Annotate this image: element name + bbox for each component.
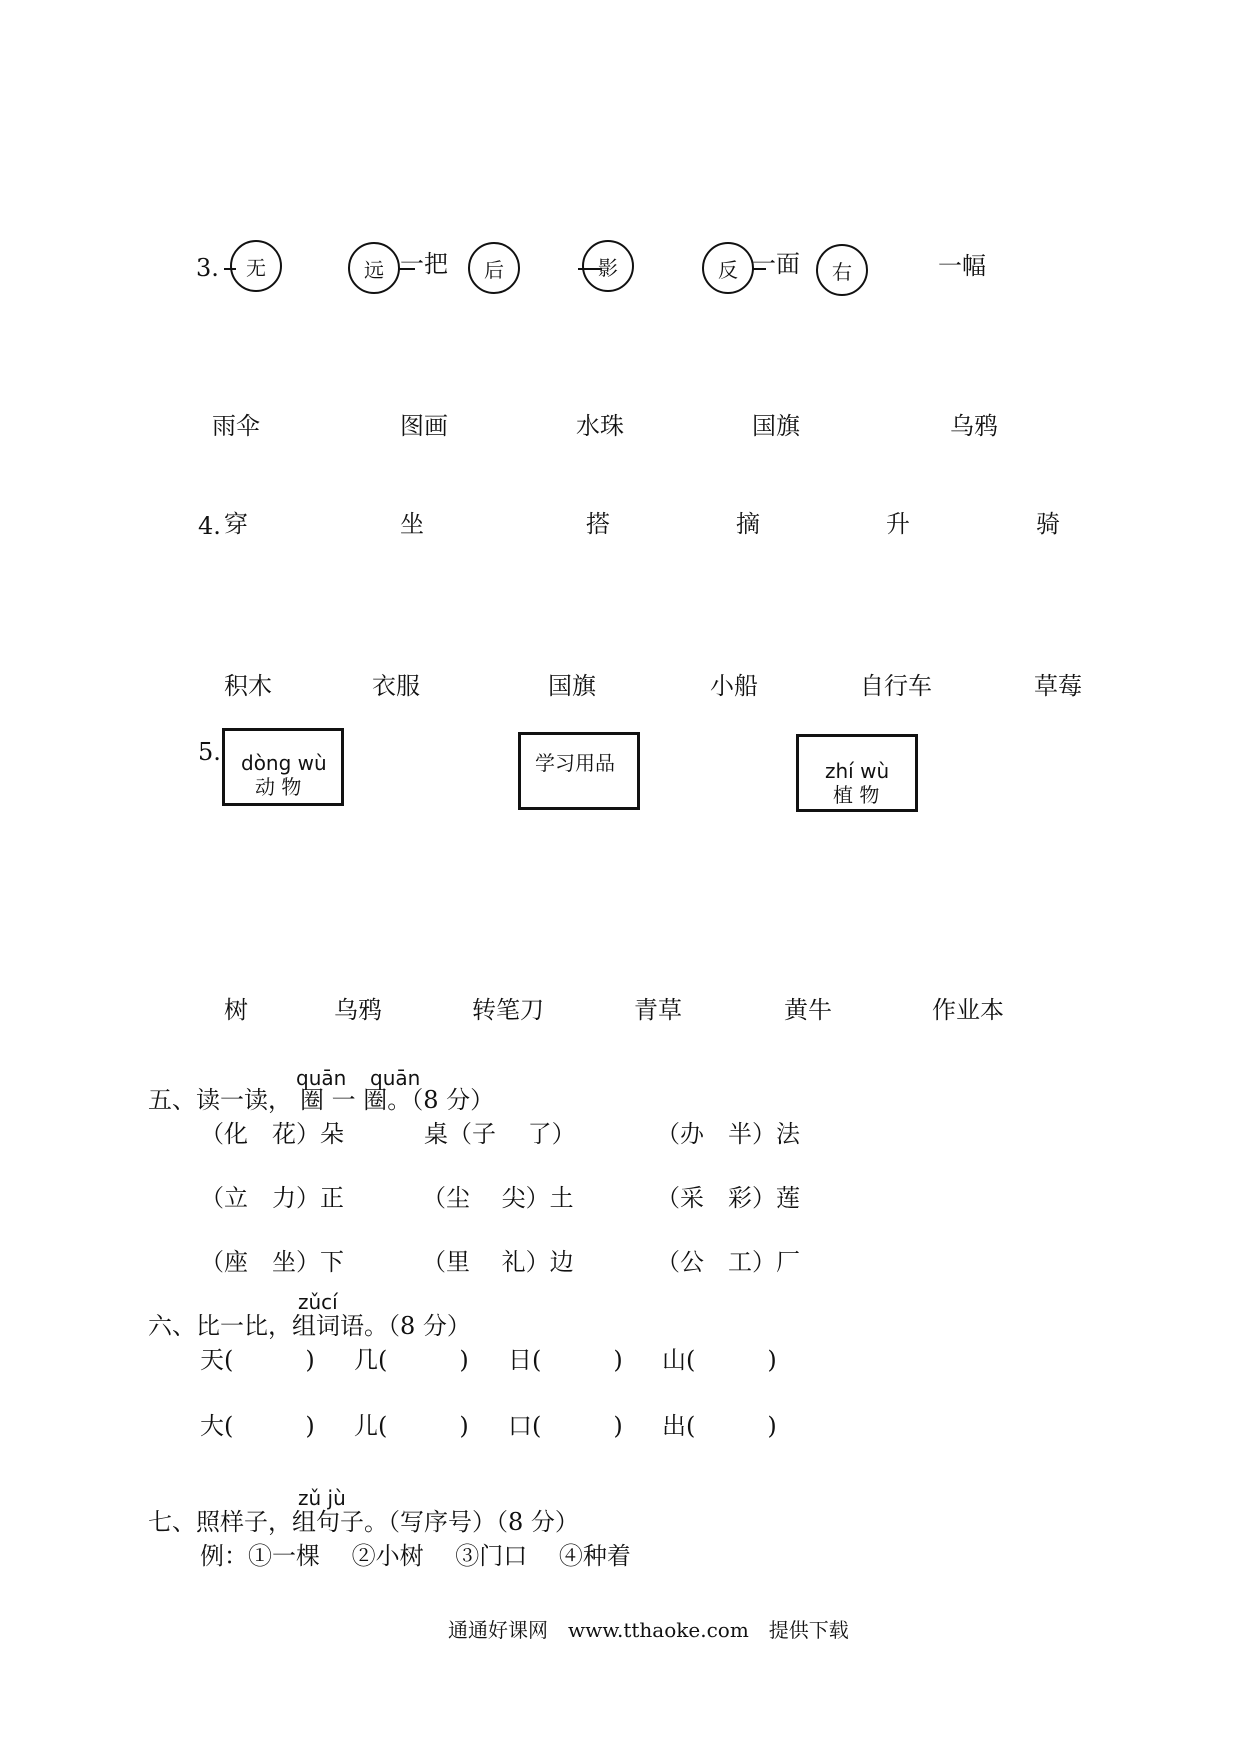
s5-item: （办 半）法 xyxy=(656,1120,800,1148)
s6-item: 山( ) xyxy=(662,1346,777,1374)
q3-noun: 雨伞 xyxy=(212,412,260,440)
s7-pinyin: zǔ jù xyxy=(298,1486,346,1510)
s5-item: （座 坐）下 xyxy=(200,1248,344,1276)
q3-noun: 水珠 xyxy=(576,412,624,440)
section-heading-mid: 圈 一 圈 xyxy=(300,1086,388,1114)
section-heading-end: 。（8 分） xyxy=(387,1086,495,1114)
q5-word: 青草 xyxy=(634,996,682,1024)
section-heading-start: 五、读一读， xyxy=(148,1086,292,1114)
q3-noun: 国旗 xyxy=(752,412,800,440)
q4-verb: 摘 xyxy=(736,510,760,538)
q4-noun: 草莓 xyxy=(1034,672,1082,700)
q4-verb: 搭 xyxy=(586,510,610,538)
s5-pinyin-2: quān xyxy=(370,1066,421,1090)
q4-noun: 小船 xyxy=(710,672,758,700)
q5-word: 树 xyxy=(224,996,248,1024)
q3-circle-4: 影 xyxy=(582,240,634,292)
q4-number: 4. xyxy=(198,512,221,540)
section-heading: 七、照样子，组句子。（写序号）（8 分） xyxy=(148,1508,579,1536)
q3-measure-word: 一幅 xyxy=(938,252,986,280)
q5-number: 5. xyxy=(198,738,221,766)
category-box-plants xyxy=(796,734,918,812)
category-label: 植 物 xyxy=(833,783,880,807)
category-box-animals xyxy=(222,728,344,806)
q4-noun: 自行车 xyxy=(860,672,932,700)
q4-verb: 升 xyxy=(886,510,910,538)
s7-example: 例：①一棵 ②小树 ③门口 ④种着 xyxy=(200,1542,631,1570)
section-heading xyxy=(148,1086,494,1114)
q3-circle-5: 反 xyxy=(702,242,754,294)
s6-item: 出( ) xyxy=(662,1412,777,1440)
s5-item: （立 力）正 xyxy=(200,1184,344,1212)
q3-circle-6: 右 xyxy=(816,244,868,296)
q4-verb: 穿 xyxy=(224,510,248,538)
category-box-school-supplies xyxy=(518,732,640,810)
category-pinyin: zhí wù xyxy=(825,759,890,783)
category-label: 动 物 xyxy=(255,775,302,799)
q5-word: 乌鸦 xyxy=(334,996,382,1024)
s6-item: 天( ) xyxy=(200,1346,315,1374)
q3-circle-3: 后 xyxy=(468,242,520,294)
s5-item: （公 工）厂 xyxy=(656,1248,800,1276)
q5-word: 作业本 xyxy=(932,996,1004,1024)
s5-item: （里 礼）边 xyxy=(422,1248,574,1276)
q5-word: 黄牛 xyxy=(784,996,832,1024)
q3-circle-2: 远 xyxy=(348,242,400,294)
s5-pinyin-1: quān xyxy=(296,1066,347,1090)
q4-noun: 国旗 xyxy=(548,672,596,700)
s6-item: 日( ) xyxy=(508,1346,623,1374)
q3-noun: 乌鸦 xyxy=(950,412,998,440)
s6-item: 大( ) xyxy=(200,1412,315,1440)
s6-pinyin: zǔcí xyxy=(298,1290,338,1314)
q4-noun: 积木 xyxy=(224,672,272,700)
section-heading: 六、比一比，组词语。（8 分） xyxy=(148,1312,471,1340)
s6-item: 口( ) xyxy=(508,1412,623,1440)
q4-noun: 衣服 xyxy=(372,672,420,700)
q4-verb: 骑 xyxy=(1036,510,1060,538)
footer-text: 通通好课网 www.tthaoke.com 提供下载 xyxy=(448,1618,849,1642)
s6-item: 儿( ) xyxy=(354,1412,469,1440)
q3-circle-1: 无 xyxy=(230,240,282,292)
s6-item: 几( ) xyxy=(354,1346,469,1374)
s5-item: （采 彩）莲 xyxy=(656,1184,800,1212)
s5-item: 桌（子 了） xyxy=(424,1120,576,1148)
q5-word: 转笔刀 xyxy=(472,996,544,1024)
q3-noun: 图画 xyxy=(400,412,448,440)
category-label: 学习用品 xyxy=(535,751,615,775)
q3-number: 3. xyxy=(196,254,219,282)
s5-item: （尘 尖）土 xyxy=(422,1184,574,1212)
s5-item: （化 花）朵 xyxy=(200,1120,344,1148)
q4-verb: 坐 xyxy=(400,510,424,538)
q3-measure-word: 一把 xyxy=(400,250,448,278)
category-pinyin: dòng wù xyxy=(241,751,327,775)
q3-measure-word: 一面 xyxy=(752,250,800,278)
